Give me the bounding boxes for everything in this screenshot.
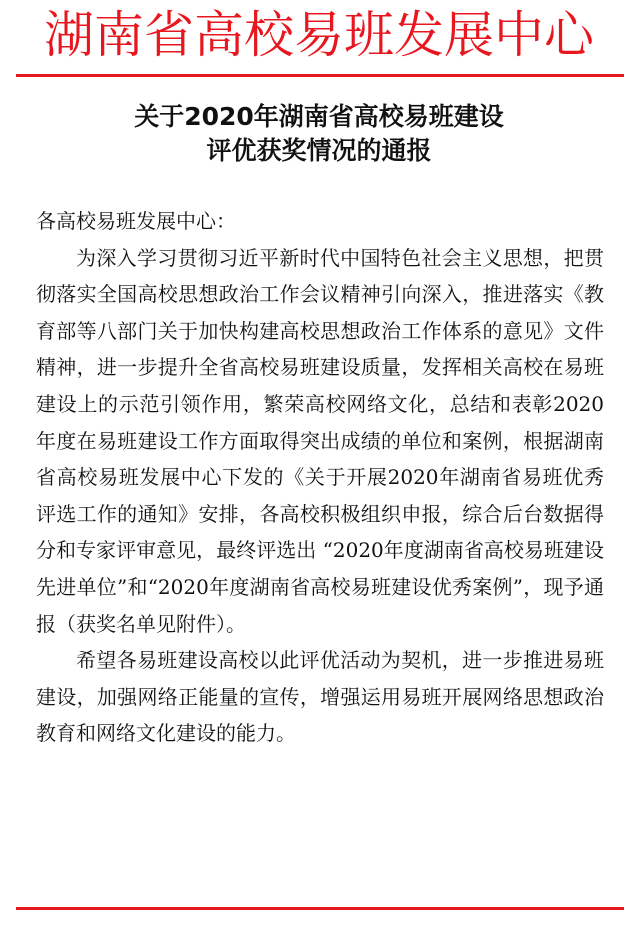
document-title <box>0 100 638 168</box>
document-title-line-1: 关于2020年湖南省高校易班建设 <box>134 102 504 131</box>
document-body <box>36 203 604 752</box>
letterhead-org-name: 湖南省高校易班发展中心 <box>44 6 594 64</box>
footer-red-rule <box>16 907 624 910</box>
salutation: 各高校易班发展中心： <box>36 209 236 233</box>
body-paragraph-2: 希望各易班建设高校以此评优活动为契机，进一步推进易班建设，加强网络正能量的宣传，增强运用易班开展网络思想政治教育和网络文化建设的能力。 <box>36 648 604 746</box>
letterhead-red-rule <box>16 74 624 77</box>
document-title-line-2: 评优获奖情况的通报 <box>206 136 432 165</box>
body-paragraph-1: 为深入学习贯彻习近平新时代中国特色社会主义思想，把贯彻落实全国高校思想政治工作会议精神引向深入，推进落实《教育部等八部门关于加快构建高校思想政治工作体系的意见》文件精神，进一步提升全省高校易班建设质量，发挥相关高校在易班建设上的示范引领作用，繁荣高校网络文化，总结和表彰2020年度在易班建设工作方面取得突出成绩的单位和案例，根据湖南省高校易班发展中心下发的《关于开展2020年湖南省易班优秀评选工作的通知》安排，各高校积极组织申报，综合后台数据得分和专家评审意见，最终评选出 “2020年度湖南省高校易班建设先进单位”和“2020年度湖南省高校易班建设优秀案例”，现予通报（获奖名单见附件）。 <box>36 245 604 636</box>
